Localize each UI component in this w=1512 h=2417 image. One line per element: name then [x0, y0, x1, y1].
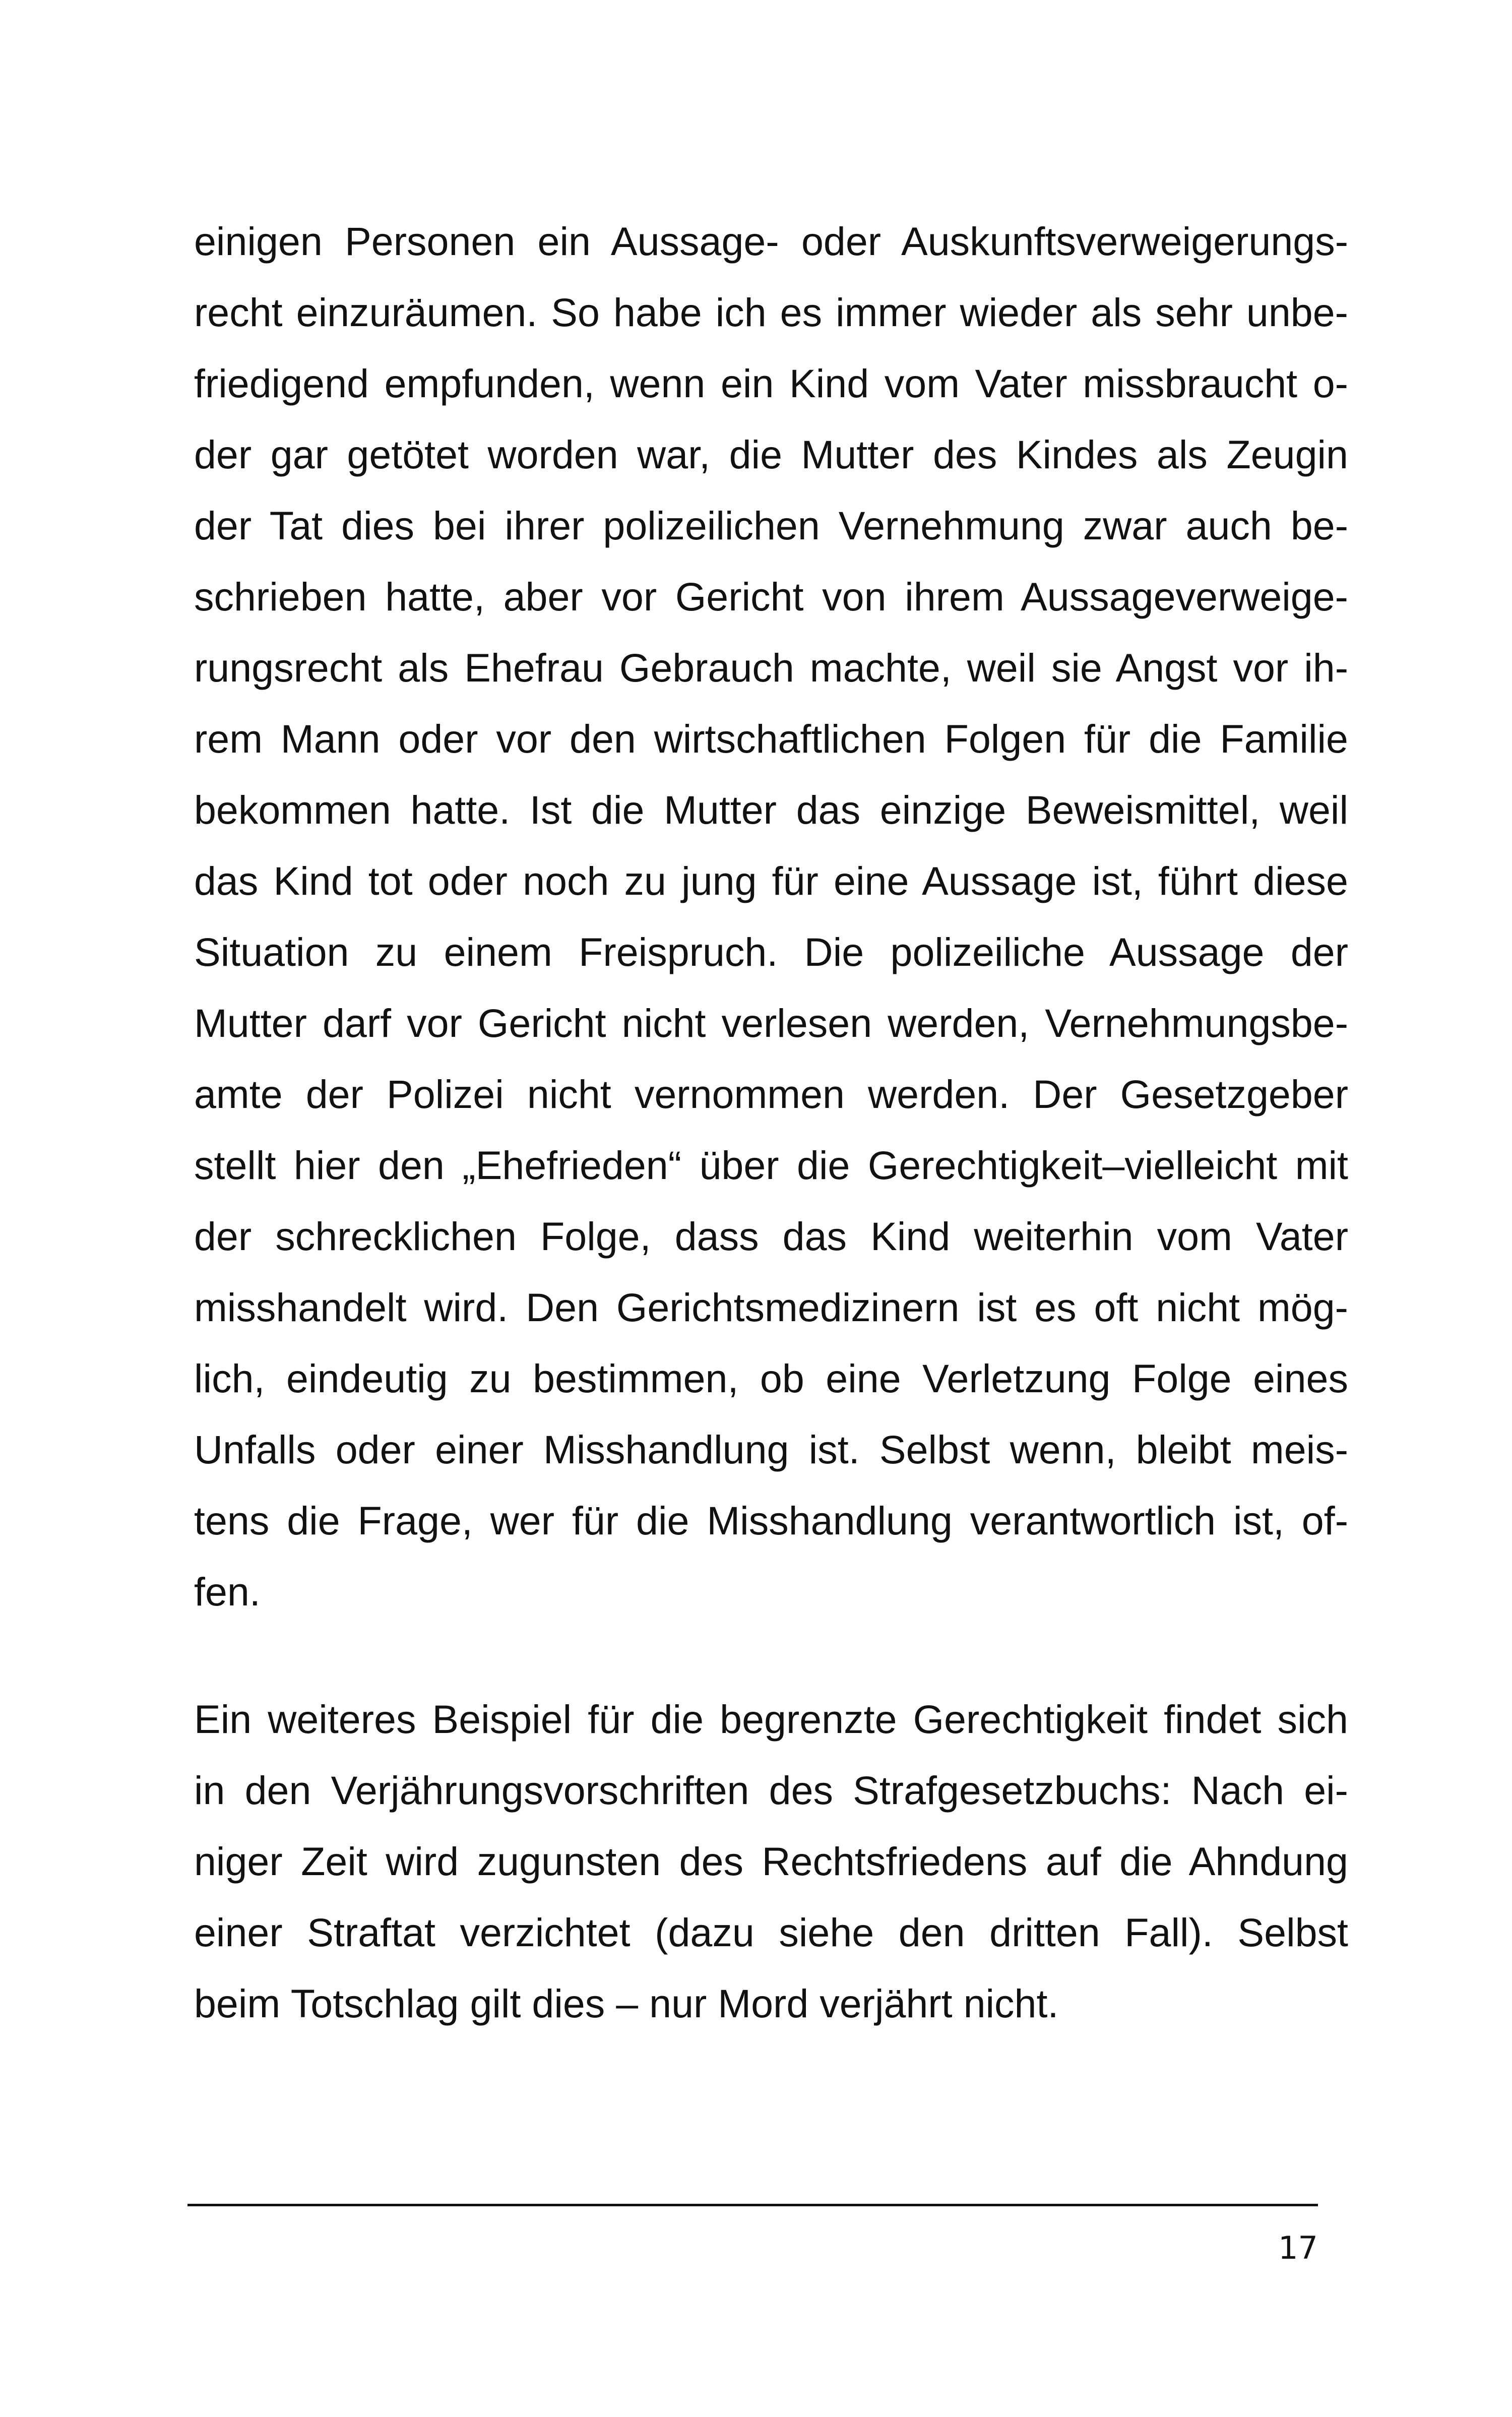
text-line: Mutter darf vor Gericht nicht verlesen werden, Vernehmungsbe- — [194, 1001, 1348, 1045]
paragraph-1 — [194, 206, 1348, 1627]
text-line: stellt hier den „Ehefrieden“ über die Gerechtigkeit–vielleicht mit — [194, 1143, 1348, 1188]
text-line: einigen Personen ein Aussage- oder Auskunftsverweigerungs- — [194, 219, 1348, 264]
text-line: schrieben hatte, aber vor Gericht von ihrem Aussageverweige- — [194, 574, 1348, 619]
page-number: 17 — [1278, 2229, 1318, 2266]
text-line: lich, eindeutig zu bestimmen, ob eine Verletzung Folge eines — [194, 1356, 1348, 1401]
text-line: in den Verjährungsvorschriften des Strafgesetzbuchs: Nach ei- — [194, 1768, 1348, 1813]
text-line: fen. — [194, 1569, 261, 1614]
text-line: rungsrecht als Ehefrau Gebrauch machte, weil sie Angst vor ih- — [194, 645, 1348, 690]
text-line: niger Zeit wird zugunsten des Rechtsfriedens auf die Ahndung — [194, 1839, 1348, 1884]
text-line: Unfalls oder einer Misshandlung ist. Selbst wenn, bleibt meis- — [194, 1427, 1348, 1472]
text-line: das Kind tot oder noch zu jung für eine Aussage ist, führt diese — [194, 858, 1348, 903]
text-line: amte der Polizei nicht vernommen werden. Der Gesetzgeber — [194, 1072, 1348, 1117]
text-line: einer Straftat verzichtet (dazu siehe den dritten Fall). Selbst — [194, 1910, 1348, 1955]
text-line: bekommen hatte. Ist die Mutter das einzige Beweismittel, weil — [194, 787, 1348, 832]
text-line: rem Mann oder vor den wirtschaftlichen Folgen für die Familie — [194, 716, 1348, 761]
footer-divider — [187, 2204, 1318, 2206]
text-line: Situation zu einem Freispruch. Die polizeiliche Aussage der — [194, 929, 1348, 974]
text-line: der Tat dies bei ihrer polizeilichen Vernehmung zwar auch be- — [194, 503, 1348, 548]
paragraph-2 — [194, 1684, 1348, 2039]
text-line: tens die Frage, wer für die Misshandlung verantwortlich ist, of- — [194, 1498, 1348, 1543]
text-line: der schrecklichen Folge, dass das Kind weiterhin vom Vater — [194, 1214, 1348, 1259]
text-line: Ein weiteres Beispiel für die begrenzte Gerechtigkeit findet sich — [194, 1697, 1348, 1742]
text-line: recht einzuräumen. So habe ich es immer wieder als sehr unbe- — [194, 290, 1348, 335]
text-line: friedigend empfunden, wenn ein Kind vom Vater missbraucht o- — [194, 361, 1348, 406]
text-line: misshandelt wird. Den Gerichtsmedizinern ist es oft nicht mög- — [194, 1285, 1348, 1330]
text-line: beim Totschlag gilt dies – nur Mord verjährt nicht. — [194, 1981, 1059, 2026]
text-line: der gar getötet worden war, die Mutter des Kindes als Zeugin — [194, 432, 1348, 477]
